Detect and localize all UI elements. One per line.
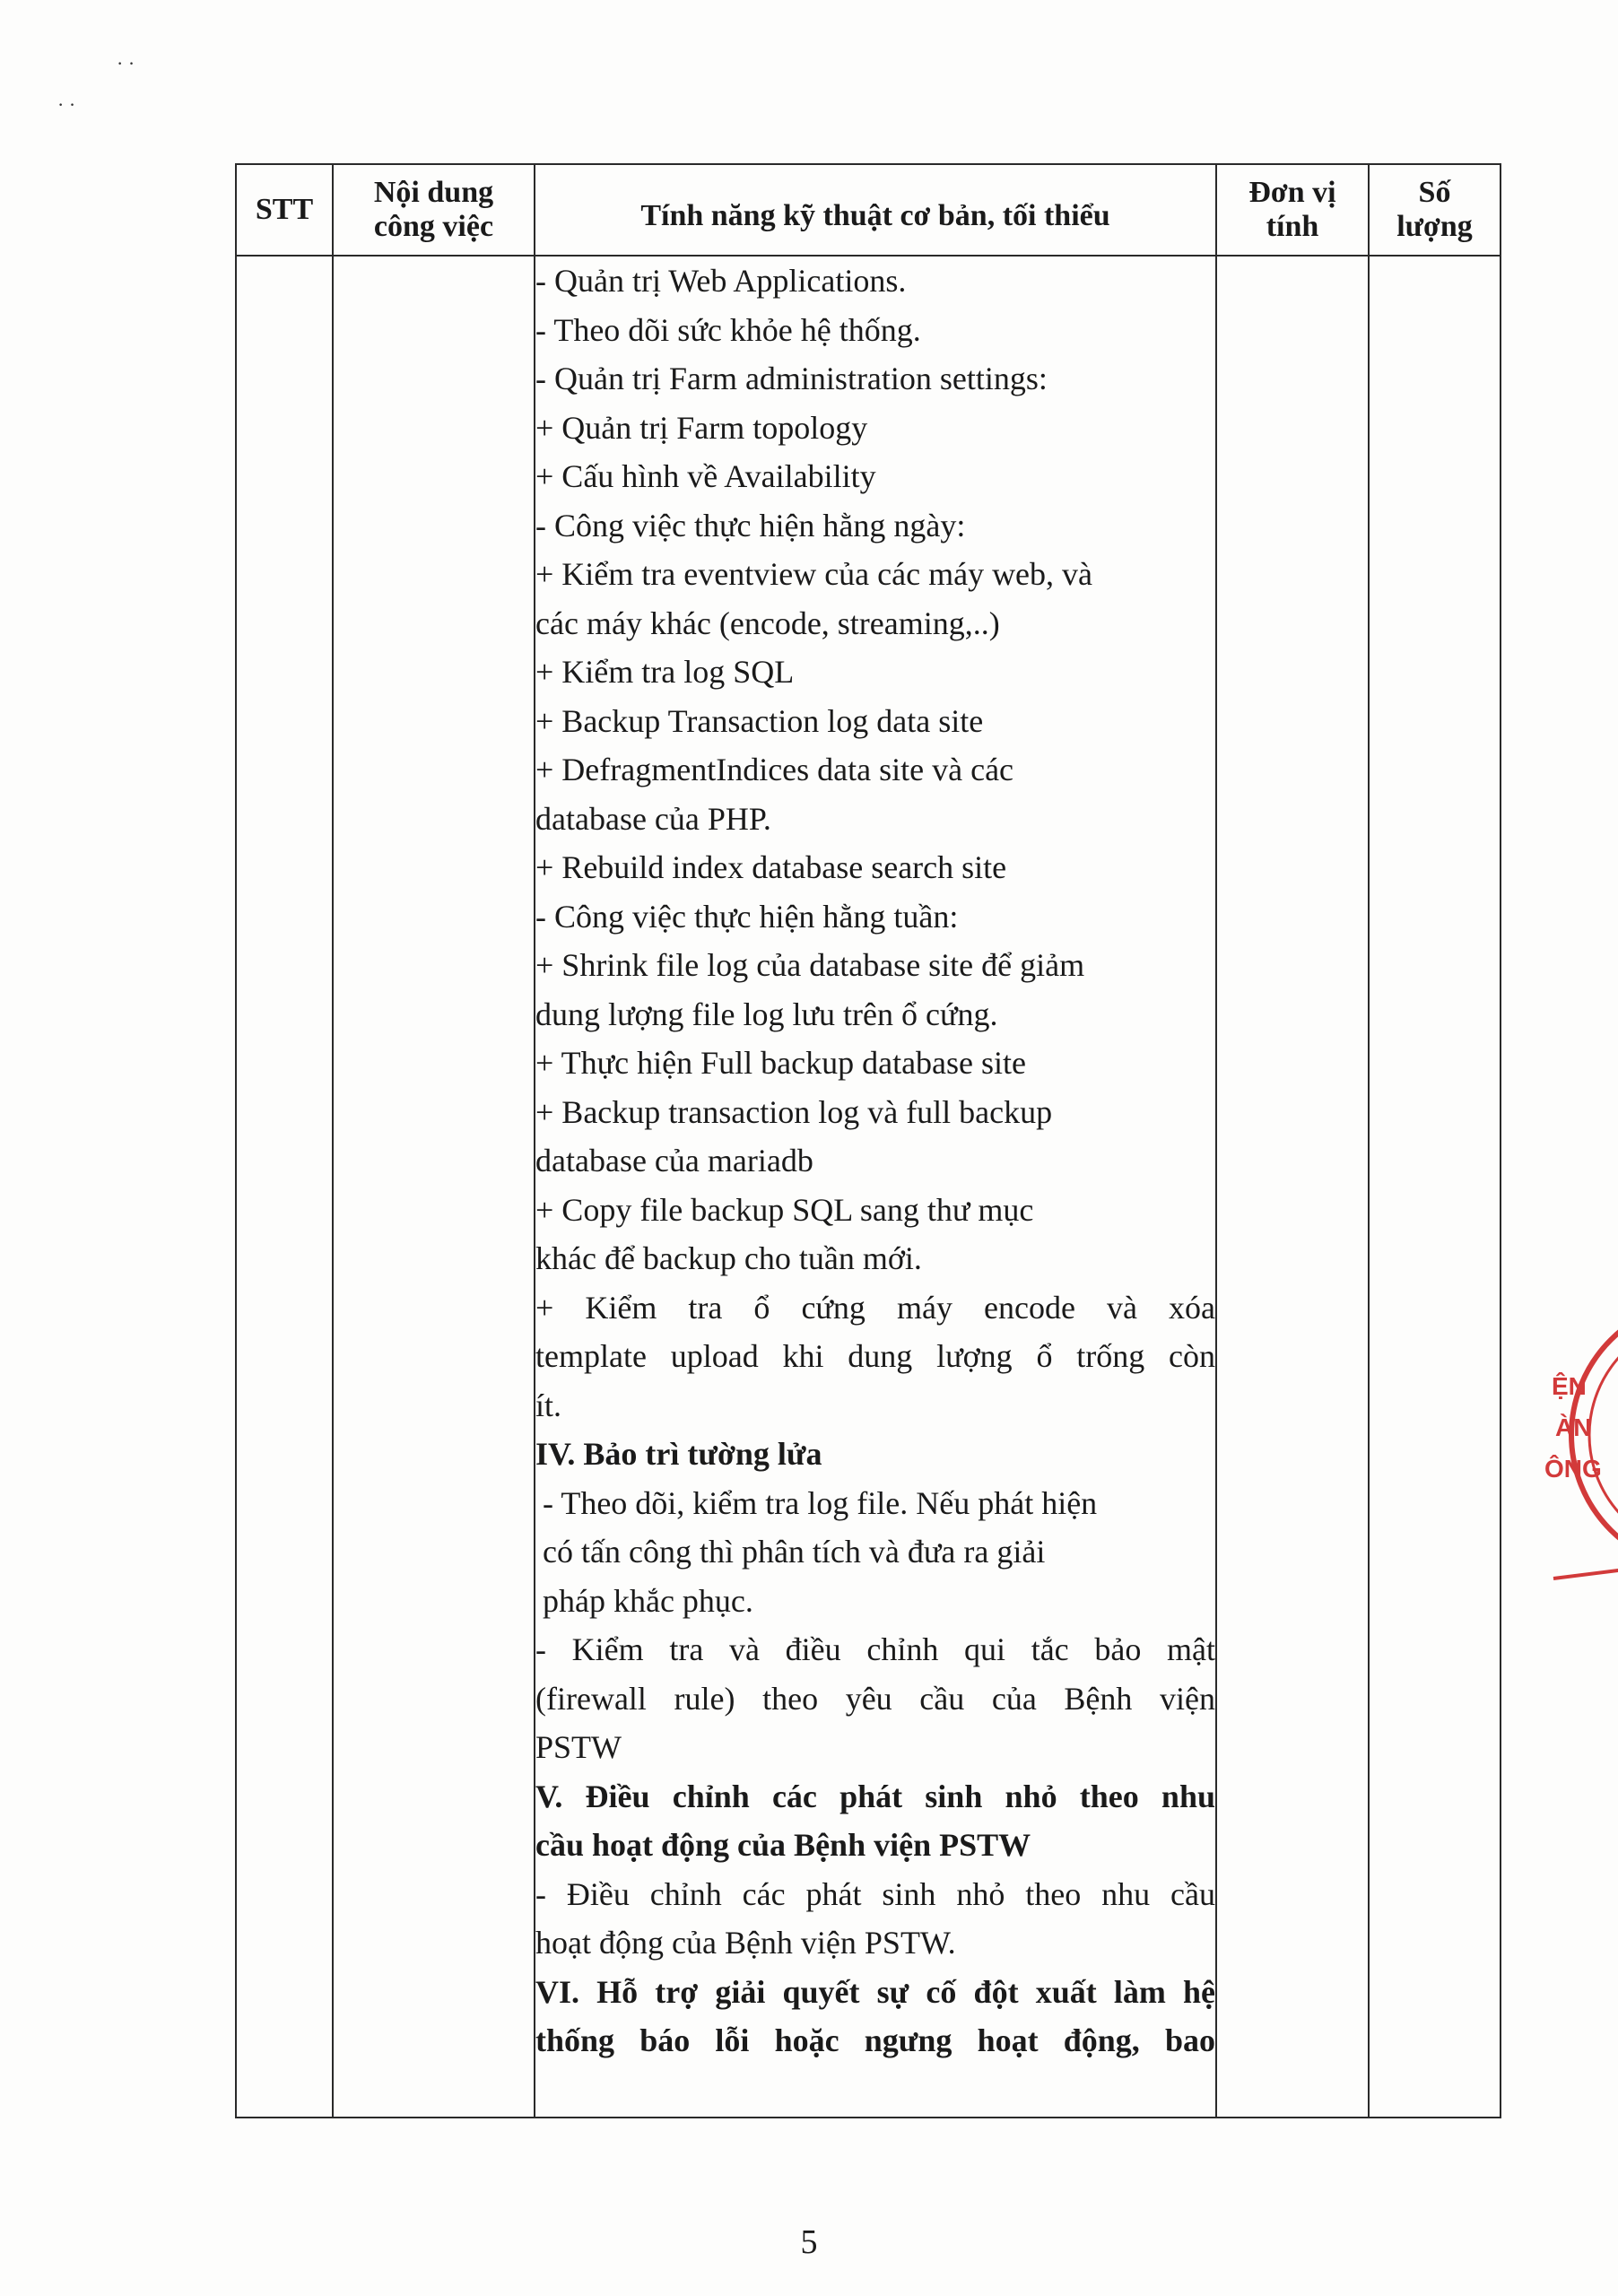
section-heading-vi: VI. Hỗ trợ giải quyết sự cố đột xuất làm hệ [535,1973,1215,2010]
table-row [236,256,1501,2118]
spec-line: ít. [535,1387,562,1423]
header-don-vi-line1: Đơn vị [1248,176,1336,209]
spec-line: - Kiểm tra và điều chỉnh qui tắc bảo mật [535,1631,1215,1667]
spec-line: + Backup transaction log và full backup [535,1093,1053,1130]
spec-line: database của PHP. [535,800,771,837]
stamp-fragment: ỆN [1552,1372,1587,1400]
spec-line: + Copy file backup SQL sang thư mục [535,1191,1034,1228]
spec-line: + DefragmentIndices data site và các [535,752,1014,787]
spec-line: pháp khắc phục. [543,1582,753,1619]
page-number: 5 [800,2223,818,2261]
spec-line: các máy khác (encode, streaming,..) [535,604,1000,641]
spec-line: - Quản trị Web Applications. [535,263,907,299]
cell-don-vi [1216,256,1369,2118]
red-seal-stamp [1518,1283,1618,1587]
spec-line: - Theo dõi sức khỏe hệ thống. [535,311,921,348]
section-heading-v: cầu hoạt động của Bệnh viện PSTW [535,1827,1031,1863]
spec-line: + Shrink file log của database site để giảm [535,947,1085,983]
spec-line: - Theo dõi, kiểm tra log file. Nếu phát hiện [543,1484,1098,1521]
header-don-vi-line2: tính [1266,210,1319,243]
cell-stt [236,256,333,2118]
scan-mark-dots: · · [117,52,135,74]
scan-mark-dots: · · [57,93,76,116]
spec-line: + Rebuild index database search site [535,849,1007,885]
spec-line: dung lượng file log lưu trên ổ cứng. [535,996,998,1032]
spec-line: PSTW [535,1729,622,1765]
header-tinh-nang-text: Tính năng kỹ thuật cơ bản, tối thiểu [640,199,1110,232]
header-tinh-nang [535,164,1216,256]
cell-tinh-nang [535,256,1216,2118]
spec-line: hoạt động của Bệnh viện PSTW. [535,1925,956,1961]
spec-table [235,163,1501,2118]
header-so-luong [1369,164,1501,256]
header-don-vi [1216,164,1369,256]
stamp-fragment: ÀN [1555,1413,1592,1441]
header-noi-dung [333,164,535,256]
spec-line: + Kiểm tra ổ cứng máy encode và xóa [535,1289,1215,1326]
spec-line: + Quản trị Farm topology [535,409,868,446]
spec-line: database của mariadb [535,1143,813,1178]
table-header-row [236,164,1501,256]
section-heading-iv: IV. Bảo trì tường lửa [535,1436,822,1472]
cell-so-luong [1369,256,1501,2118]
header-noi-dung-line2: công việc [373,210,494,243]
spec-line: (firewall rule) theo yêu cầu của Bệnh viện [535,1680,1215,1717]
spec-line: + Backup Transaction log data site [535,702,984,739]
spec-line: - Quản trị Farm administration settings: [535,361,1048,396]
header-stt: STT [236,164,333,256]
header-so-luong-line2: lượng [1396,210,1473,243]
cell-noi-dung [333,256,535,2118]
spec-line: + Cấu hình về Availability [535,458,876,494]
spec-line: khác để backup cho tuần mới. [535,1240,922,1276]
header-noi-dung-line1: Nội dung [373,176,494,209]
section-heading-v: V. Điều chỉnh các phát sinh nhỏ theo nhu [535,1778,1215,1814]
spec-line: + Thực hiện Full backup database site [535,1045,1027,1081]
spec-line: - Công việc thực hiện hằng ngày: [535,507,966,544]
spec-line: template upload khi dung lượng ổ trống còn [535,1338,1215,1374]
spec-line: + Kiểm tra log SQL [535,654,795,690]
spec-line: có tấn công thì phân tích và đưa ra giải [543,1534,1046,1570]
section-heading-vi: thống báo lỗi hoặc ngưng hoạt động, bao [535,2022,1215,2058]
stamp-fragment: ÔNG [1544,1455,1602,1483]
spec-line: - Công việc thực hiện hằng tuần: [535,898,959,935]
spec-line: - Điều chỉnh các phát sinh nhỏ theo nhu cầu [535,1875,1215,1912]
header-so-luong-line1: Số [1418,176,1451,209]
spec-line: + Kiểm tra eventview của các máy web, và [535,556,1093,592]
